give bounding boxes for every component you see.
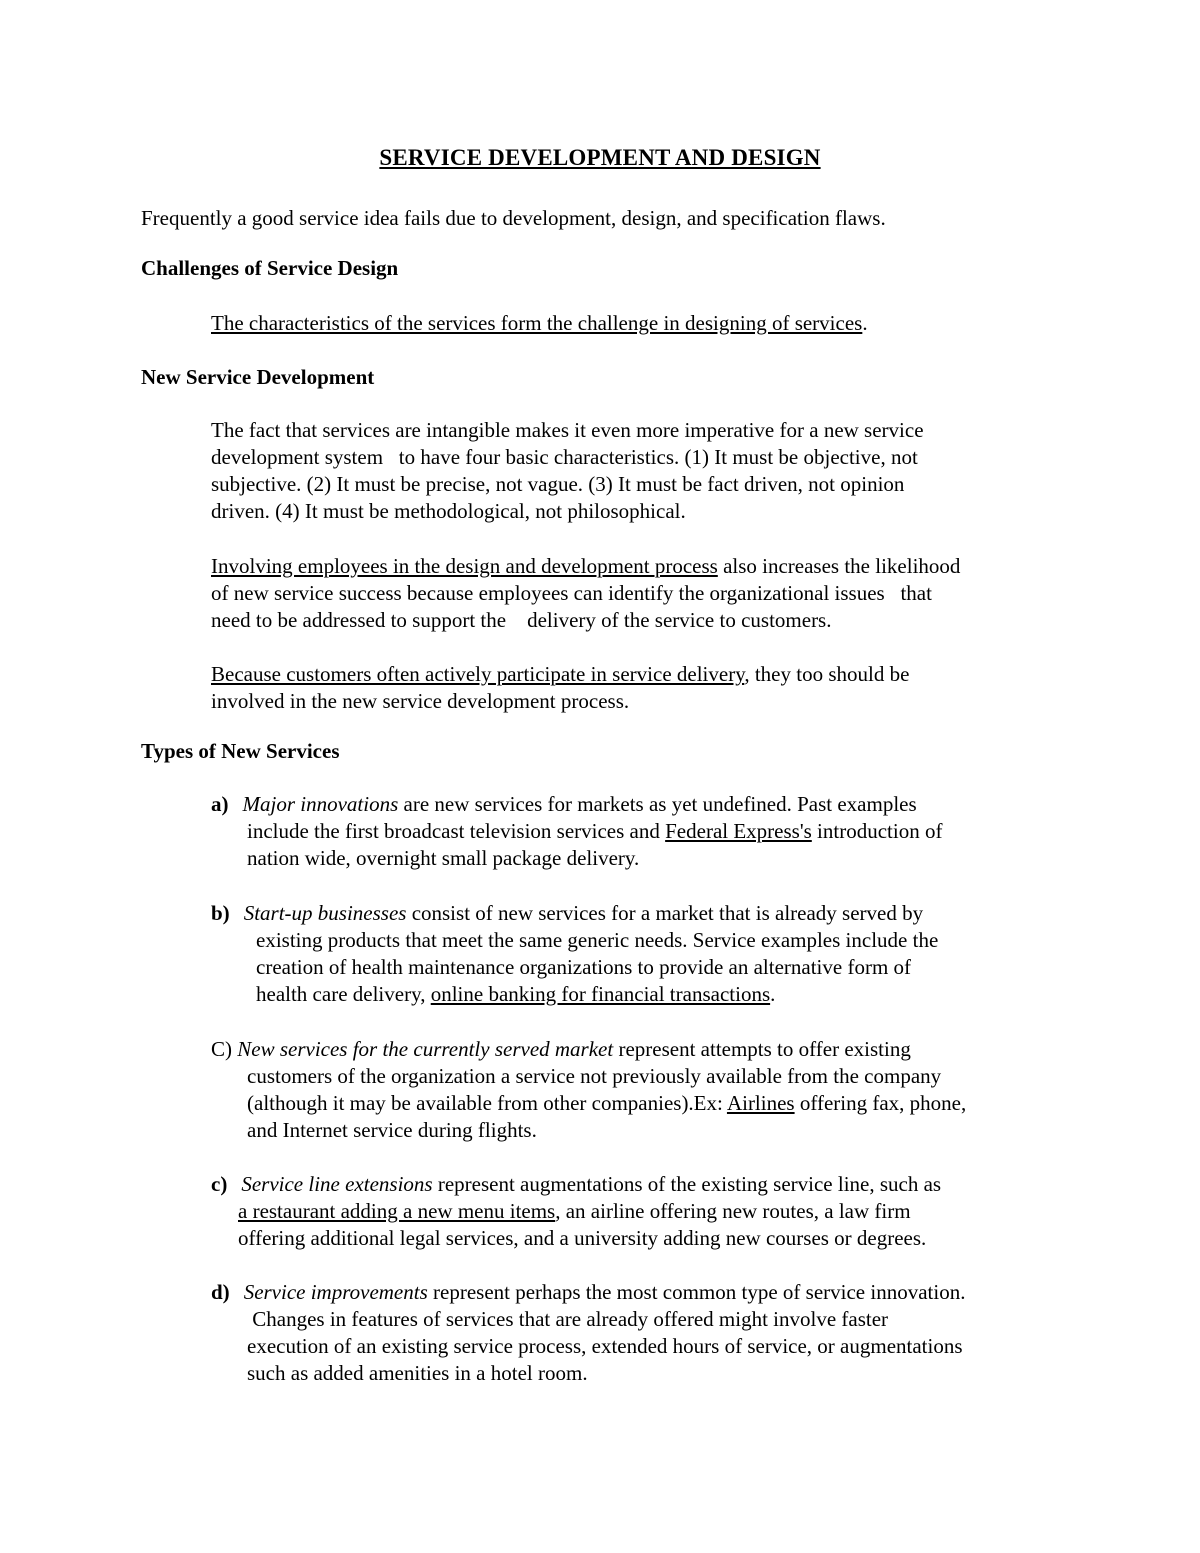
item-c-label: c) xyxy=(211,1172,228,1196)
item-c-upper-text-3b: offering fax, phone, xyxy=(794,1091,967,1115)
heading-challenges: Challenges of Service Design xyxy=(141,256,399,280)
item-c-term: Service line extensions xyxy=(241,1172,433,1196)
item-c-line-2 xyxy=(211,1198,1091,1225)
item-c-line-1 xyxy=(211,1171,1091,1198)
item-a-line-1 xyxy=(211,791,1091,818)
item-b-line-4 xyxy=(211,981,1091,1008)
list-item-a xyxy=(211,791,1091,872)
item-c-text-2b: , an airline offering new routes, a law firm xyxy=(555,1199,911,1223)
item-b-term: Start-up businesses xyxy=(243,901,407,925)
nsd-p3-rest: , they too should be xyxy=(744,662,910,686)
nsd-paragraph-2 xyxy=(211,553,1071,634)
item-a-line-2 xyxy=(211,818,1091,845)
list-item-c-upper xyxy=(211,1036,1091,1144)
federal-express-text: Federal Express's xyxy=(665,819,812,843)
item-a-line-3: nation wide, overnight small package delivery. xyxy=(247,846,640,870)
item-c-upper-line-1 xyxy=(211,1036,1091,1063)
item-d-text-1: represent perhaps the most common type of service innovation. xyxy=(427,1280,966,1304)
nsd-p1-line-4: driven. (4) It must be methodological, not philosophical. xyxy=(211,499,686,523)
nsd-p3-line-2: involved in the new service development process. xyxy=(211,689,630,713)
item-d-line-4: such as added amenities in a hotel room. xyxy=(247,1361,588,1385)
item-d-term: Service improvements xyxy=(243,1280,428,1304)
item-d-line-2: Changes in features of services that are already offered might involve faster xyxy=(247,1307,889,1331)
item-c-upper-line-4: and Internet service during flights. xyxy=(247,1118,537,1142)
nsd-paragraph-3 xyxy=(211,661,1071,715)
nsd-p2-underlined: Involving employees in the design and development process xyxy=(211,554,718,578)
item-c-line-3: offering additional legal services, and a university adding new courses or degrees. xyxy=(238,1226,927,1250)
item-b-text-4b: . xyxy=(770,982,776,1006)
item-c-upper-term: New services for the currently served market xyxy=(237,1037,614,1061)
nsd-p1-line-3: subjective. (2) It must be precise, not vague. (3) It must be fact driven, not opinion xyxy=(211,472,905,496)
item-b-text-1: consist of new services for a market that is already served by xyxy=(406,901,924,925)
item-b-label: b) xyxy=(211,901,230,925)
nsd-p1-line-1: The fact that services are intangible makes it even more imperative for a new service xyxy=(211,418,924,442)
item-a-label: a) xyxy=(211,792,229,816)
airlines-text: Airlines xyxy=(726,1091,795,1115)
document-title: SERVICE DEVELOPMENT AND DESIGN xyxy=(379,145,821,170)
nsd-paragraph-1 xyxy=(211,417,1071,525)
nsd-p3-underlined: Because customers often actively participate in service delivery xyxy=(211,662,745,686)
challenges-text: The characteristics of the services form the challenge in designing of services xyxy=(211,311,863,335)
item-b-text-4a: health care delivery, xyxy=(256,982,431,1006)
item-c-upper-line-3 xyxy=(211,1090,1091,1117)
nsd-p3-line-1 xyxy=(211,661,1071,688)
item-b-line-3: creation of health maintenance organizations to provide an alternative form of xyxy=(256,955,912,979)
item-b-line-2: existing products that meet the same generic needs. Service examples include the xyxy=(256,928,939,952)
list-item-b xyxy=(211,900,1091,1008)
online-banking-text: online banking for financial transactions xyxy=(430,982,771,1006)
nsd-p2-line-1 xyxy=(211,553,1071,580)
item-a-text-2a: include the first broadcast television services and xyxy=(247,819,666,843)
item-d-line-3: execution of an existing service process, extended hours of service, or augmentations xyxy=(247,1334,963,1358)
nsd-p2-rest: also increases the likelihood xyxy=(717,554,961,578)
challenges-paragraph xyxy=(211,310,1071,337)
nsd-p2-line-2: of new service success because employees can identify the organizational issues that xyxy=(211,581,932,605)
item-c-upper-label: C) xyxy=(211,1037,232,1061)
nsd-p2-line-3: need to be addressed to support the delivery of the service to customers. xyxy=(211,608,832,632)
nsd-p1-line-2: development system to have four basic characteristics. (1) It must be objective, not xyxy=(211,445,918,469)
item-c-upper-line-2: customers of the organization a service not previously available from the company xyxy=(247,1064,942,1088)
heading-new-service-development: New Service Development xyxy=(141,365,375,389)
item-b-line-1 xyxy=(211,900,1091,927)
item-d-label: d) xyxy=(211,1280,230,1304)
item-a-term: Major innovations xyxy=(242,792,399,816)
heading-types-of-new-services: Types of New Services xyxy=(141,739,340,763)
item-c-upper-text-1: represent attempts to offer existing xyxy=(613,1037,911,1061)
challenges-text-end: . xyxy=(862,311,868,335)
list-item-d xyxy=(211,1279,1091,1387)
item-c-text-1: represent augmentations of the existing service line, such as xyxy=(432,1172,942,1196)
intro-paragraph: Frequently a good service idea fails due to development, design, and specification flaws. xyxy=(141,206,886,230)
restaurant-text: a restaurant adding a new menu items xyxy=(238,1199,556,1223)
list-item-c xyxy=(211,1171,1091,1252)
item-c-upper-text-3a: (although it may be available from other companies).Ex: xyxy=(247,1091,727,1115)
item-d-line-1 xyxy=(211,1279,1091,1306)
item-a-text-2b: introduction of xyxy=(811,819,943,843)
item-a-text-1: are new services for markets as yet undefined. Past examples xyxy=(398,792,917,816)
